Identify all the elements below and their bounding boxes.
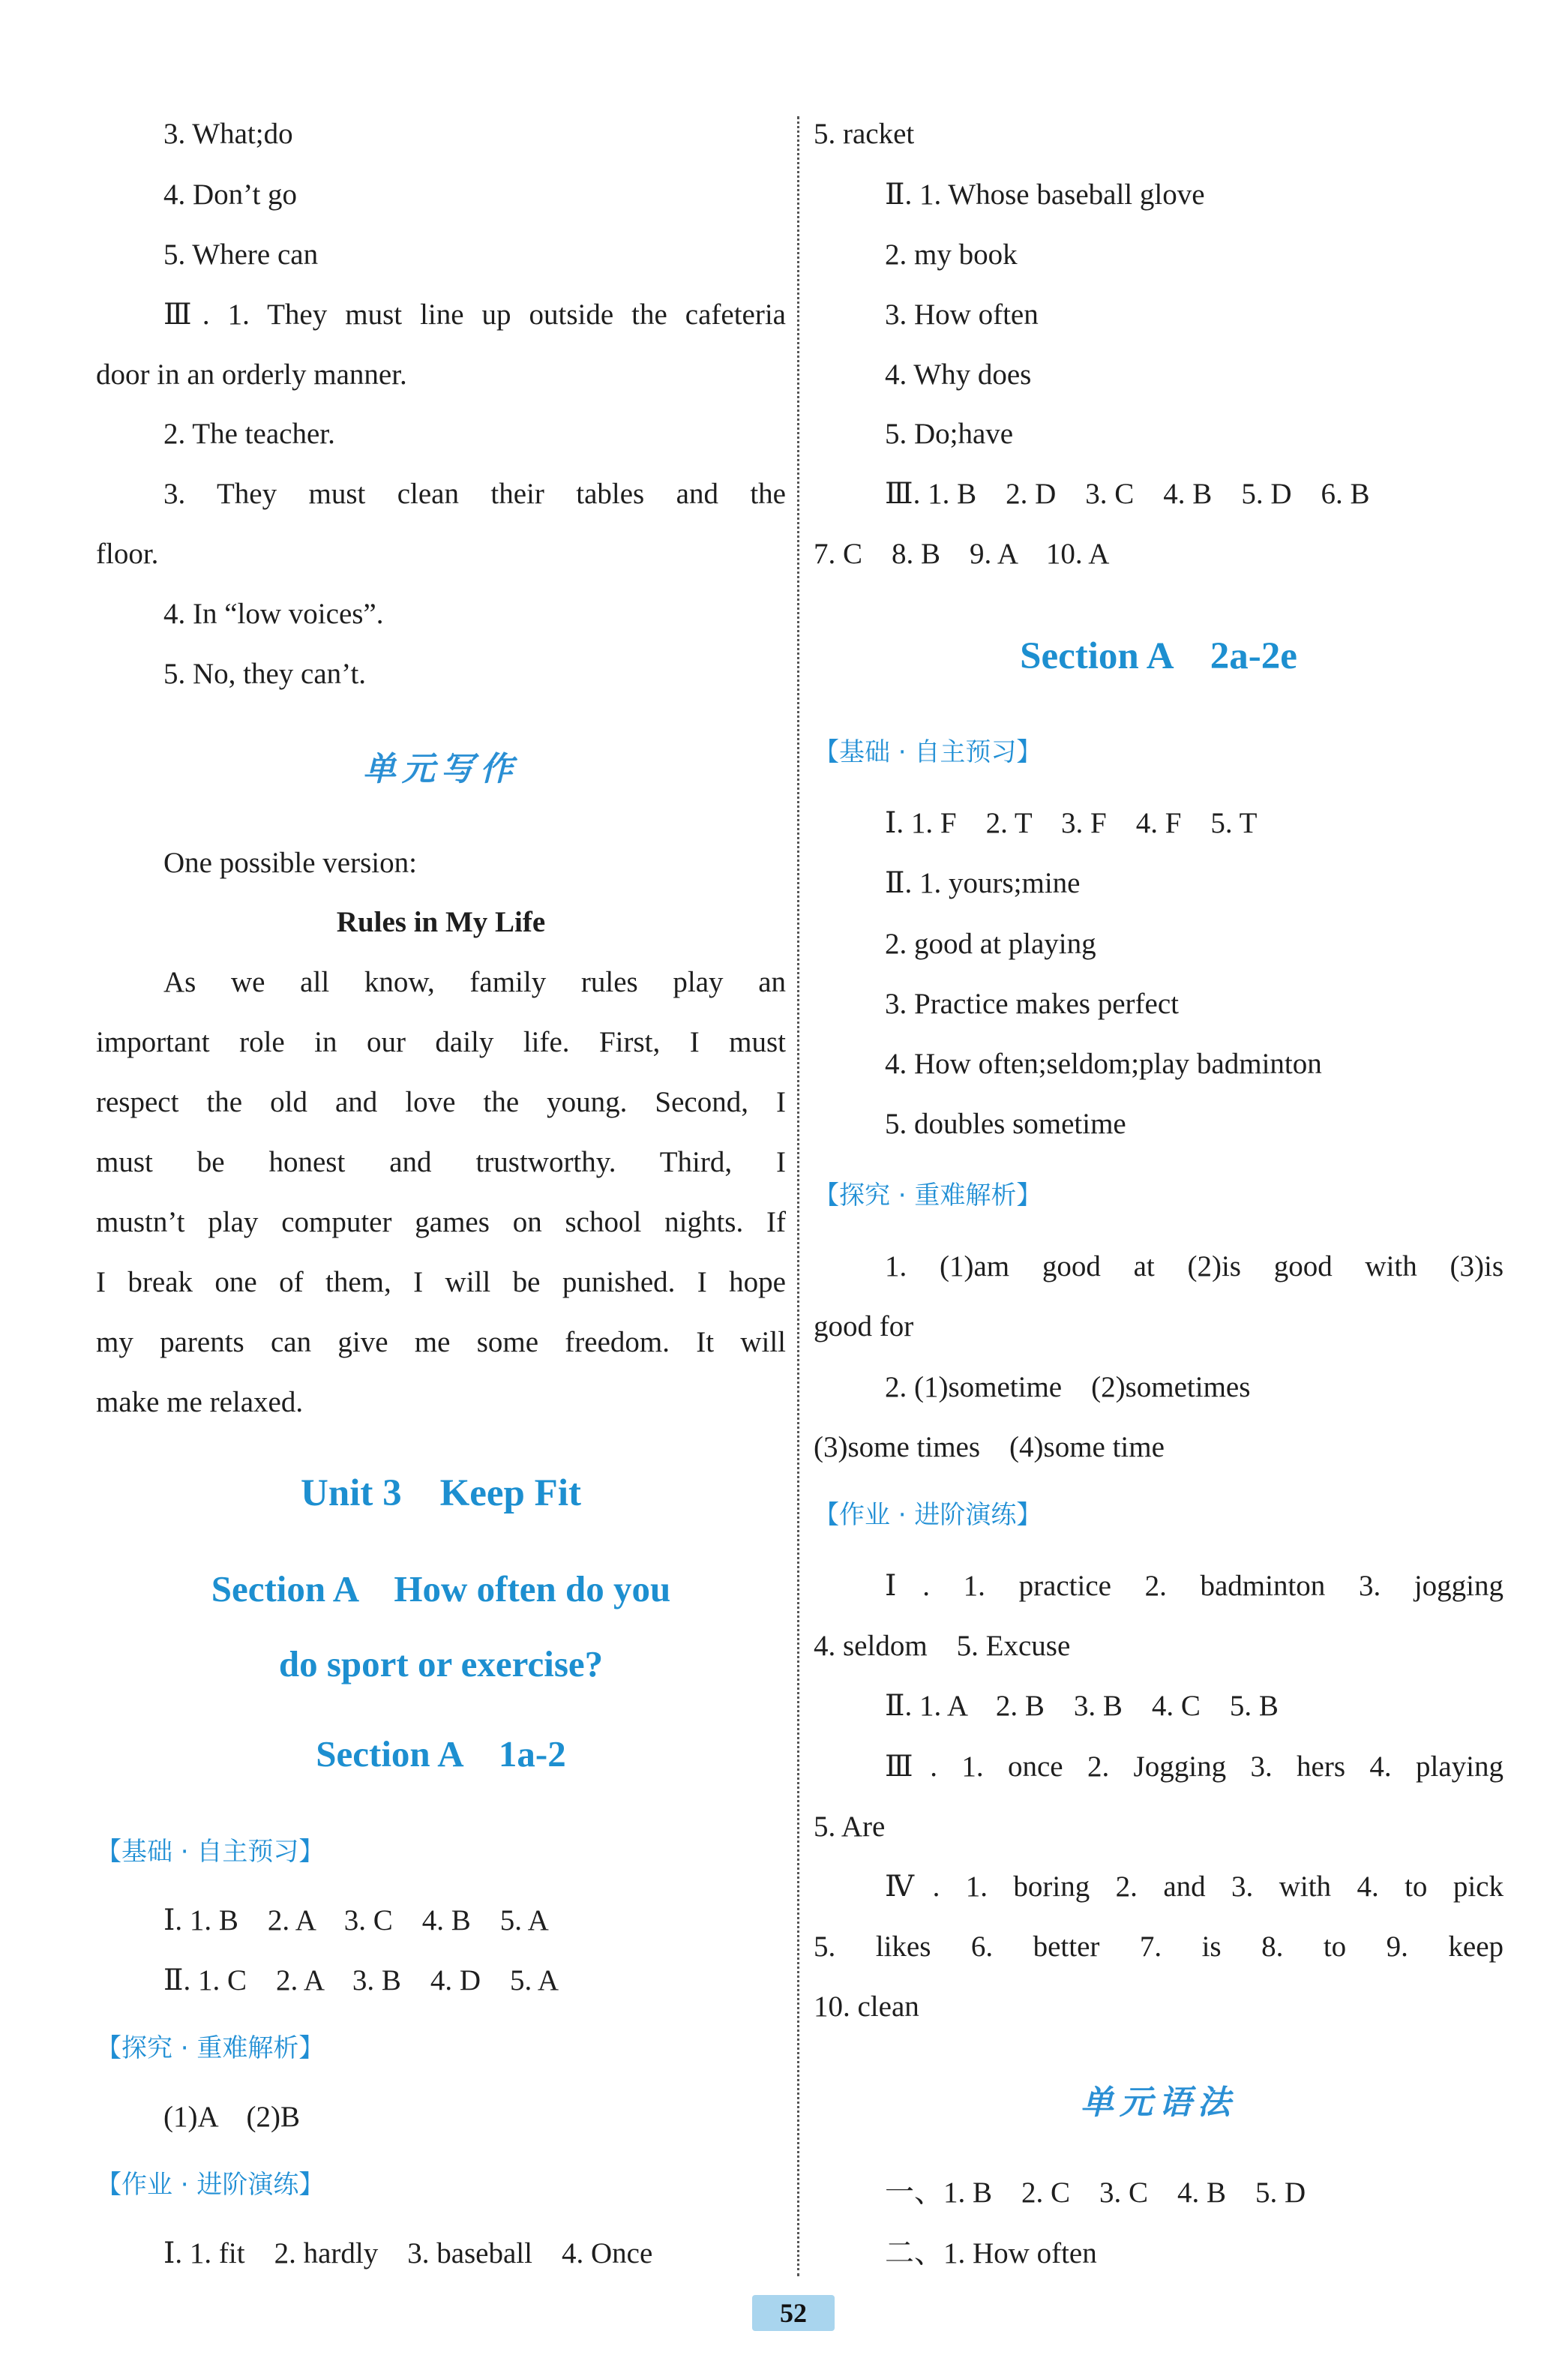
answer-line: Ⅲ. 1. They must line up outside the cafeteria — [163, 298, 786, 331]
answer-line: Ⅰ. 1. fit 2. hardly 3. baseball 4. Once — [163, 2237, 653, 2270]
column-divider — [797, 116, 799, 2276]
answer-line: Ⅰ. 1. B 2. A 3. C 4. B 5. A — [163, 1904, 549, 1936]
answer-line: Ⅰ. 1. practice 2. badminton 3. jogging — [885, 1570, 1504, 1602]
answer-line: 5. Do;have — [885, 418, 1014, 450]
answer-line: 4. seldom 5. Excuse — [814, 1630, 1071, 1662]
answer-line: 10. clean — [814, 1990, 919, 2023]
answer-line: 5. racket — [814, 118, 915, 150]
answer-line: 4. Why does — [885, 358, 1032, 391]
answer-line: 5. doubles sometime — [885, 1108, 1126, 1140]
answer-line: Ⅰ. 1. F 2. T 3. F 4. F 5. T — [885, 807, 1258, 839]
answer-line: 2. The teacher. — [163, 418, 335, 450]
answer-line: 3. What;do — [163, 118, 293, 150]
answer-line: Ⅱ. 1. C 2. A 3. B 4. D 5. A — [163, 1964, 559, 1996]
essay-line: my parents can give me some freedom. It will — [96, 1326, 786, 1358]
answer-line: 4. How often;seldom;play badminton — [885, 1048, 1322, 1080]
answer-line: Ⅱ. 1. yours;mine — [885, 867, 1081, 899]
answer-line: 1. (1)am good at (2)is good with (3)is — [885, 1250, 1504, 1282]
answer-line: 5. No, they can’t. — [163, 658, 367, 690]
answer-line: 5. Where can — [163, 238, 319, 271]
answer-line: 2. (1)sometime (2)sometimes — [885, 1371, 1251, 1403]
answer-line: Ⅱ. 1. Whose baseball glove — [885, 178, 1205, 211]
answer-line: (1)A (2)B — [163, 2101, 300, 2133]
answer-line: 2. my book — [885, 238, 1018, 271]
answer-line: floor. — [96, 538, 159, 570]
answer-line: One possible version: — [163, 847, 417, 879]
answer-line: 3. Practice makes perfect — [885, 988, 1179, 1020]
essay-line: As we all know, family rules play an — [163, 966, 786, 998]
answer-line: 5. Are — [814, 1810, 886, 1843]
answer-line: 4. In “low voices”. — [163, 598, 384, 630]
essay-line: make me relaxed. — [96, 1386, 304, 1418]
essay-line: mustn’t play computer games on school nights. If — [96, 1206, 786, 1238]
essay-line: must be honest and trustworthy. Third, I — [96, 1146, 786, 1178]
essay-line: important role in our daily life. First, I must — [96, 1026, 786, 1058]
answer-line: Ⅳ. 1. boring 2. and 3. with 4. to pick — [885, 1870, 1504, 1903]
answer-line: 7. C 8. B 9. A 10. A — [814, 538, 1110, 570]
section-title: Section A 2a-2e — [1020, 635, 1297, 677]
writing-heading: 单元写作 — [363, 750, 519, 788]
answer-line: (3)some times (4)some time — [814, 1431, 1165, 1463]
answer-line: 3. They must clean their tables and the — [163, 478, 786, 510]
unit-title: Unit 3 Keep Fit — [301, 1472, 581, 1514]
section-tag: 【基础 · 自主预习】 — [814, 737, 1042, 767]
answer-line: 5. likes 6. better 7. is 8. to 9. keep — [814, 1930, 1504, 1963]
answer-line: Ⅲ. 1. B 2. D 3. C 4. B 5. D 6. B — [885, 478, 1370, 510]
answer-line: 二、1. How often — [885, 2237, 1097, 2270]
section-tag: 【探究 · 重难解析】 — [814, 1180, 1042, 1210]
essay-line: I break one of them, I will be punished. I hope — [96, 1266, 786, 1298]
essay-title: Rules in My Life — [336, 906, 546, 938]
answer-line: good for — [814, 1310, 914, 1342]
page-number: 52 — [752, 2295, 835, 2331]
answer-line: Ⅲ. 1. once 2. Jogging 3. hers 4. playing — [885, 1750, 1504, 1783]
answer-line: Ⅱ. 1. A 2. B 3. B 4. C 5. B — [885, 1690, 1279, 1722]
answer-line: 2. good at playing — [885, 928, 1096, 960]
grammar-heading: 单元语法 — [1081, 2084, 1237, 2122]
section-tag: 【作业 · 进阶演练】 — [814, 1500, 1042, 1530]
section-tag: 【基础 · 自主预习】 — [96, 1837, 325, 1867]
section-tag: 【作业 · 进阶演练】 — [96, 2170, 325, 2200]
answer-line: 一、1. B 2. C 3. C 4. B 5. D — [885, 2176, 1306, 2209]
section-tag: 【探究 · 重难解析】 — [96, 2033, 325, 2063]
essay-line: respect the old and love the young. Second, I — [96, 1086, 786, 1118]
answer-line: 4. Don’t go — [163, 178, 298, 211]
section-title: Section A How often do you — [211, 1568, 671, 1610]
section-subtitle: Section A 1a-2 — [316, 1733, 566, 1774]
section-title: do sport or exercise? — [278, 1643, 604, 1684]
answer-line: 3. How often — [885, 298, 1039, 331]
answer-line: door in an orderly manner. — [96, 358, 407, 391]
